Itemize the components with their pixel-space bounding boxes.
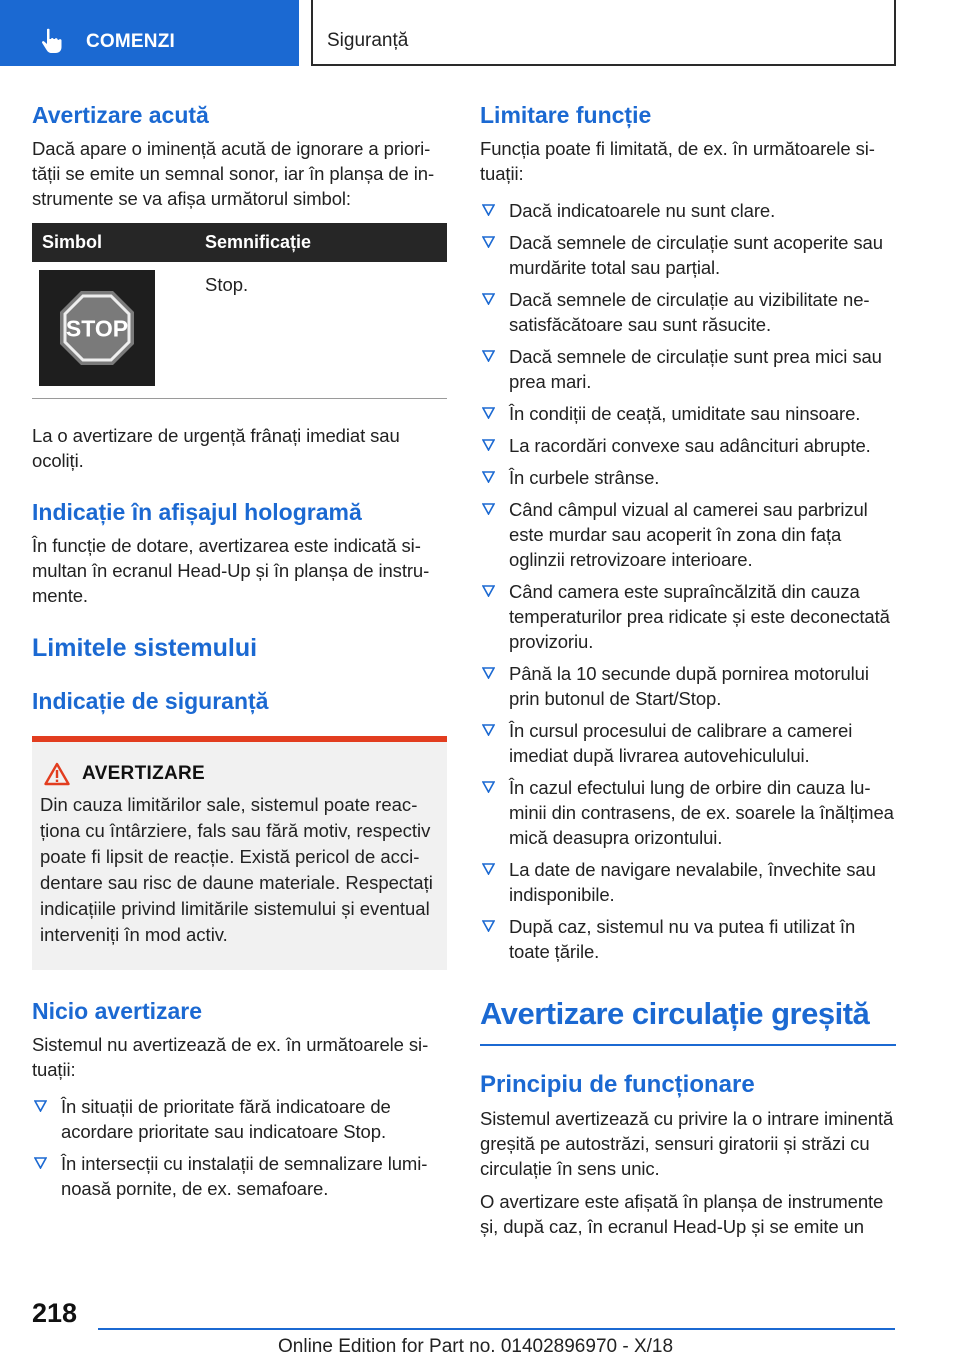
footer-divider xyxy=(98,1328,895,1330)
header-section-title: Siguranță xyxy=(327,30,409,51)
principle-text-1: Sistemul avertizează cu privire la o intrare iminentă greșită pe autostrăzi, sensuri giratorii și străzi cu circulație în sens unic. xyxy=(480,1108,894,1179)
list-item: În cazul efectului lung de orbire din cauza luminii din contrasens, de ex. soarele la înălțimea mică deasupra orizontului. xyxy=(480,775,896,850)
acute-warning-text: Dacă apare o iminență acută de ignorare a priorității se emite un semnal sonor, iar în planșa de instrumente se va afișa următorul simbol: xyxy=(32,138,435,209)
list-item: În intersecții cu instalații de semnalizare luminoasă pornite, de ex. semafoare. xyxy=(32,1151,447,1201)
triangle-bullet-icon xyxy=(482,920,495,932)
list-item: În curbele strânse. xyxy=(480,465,896,490)
page-number: 218 xyxy=(32,1298,78,1328)
wrong-way-chapter-title: Avertizare circulație greșită xyxy=(480,994,896,1046)
triangle-bullet-icon xyxy=(482,350,495,362)
header-section-box xyxy=(311,0,896,66)
list-item: La date de navigare nevalabile, învechite sau indisponibile. xyxy=(480,857,896,907)
stop-sign-icon xyxy=(59,290,135,366)
triangle-bullet-icon xyxy=(34,1157,47,1169)
list-item: În condiții de ceață, umiditate sau ninsoare. xyxy=(480,401,896,426)
triangle-bullet-icon xyxy=(482,585,495,597)
no-warning-title: Nicio avertizare xyxy=(32,998,203,1024)
symbol-column-header: Simbol xyxy=(32,223,193,262)
function-limit-list xyxy=(480,198,896,964)
triangle-bullet-icon xyxy=(482,471,495,483)
triangle-bullet-icon xyxy=(34,1100,47,1112)
list-item: Dacă semnele de circulație sunt acoperite sau murdărite total sau parțial. xyxy=(480,230,896,280)
warning-triangle-icon xyxy=(44,762,70,786)
triangle-bullet-icon xyxy=(482,293,495,305)
list-item: La racordări convexe sau adâncituri abrupte. xyxy=(480,433,896,458)
triangle-bullet-icon xyxy=(482,503,495,515)
acute-warning-title: Avertizare acută xyxy=(32,102,209,128)
stop-sign-text: STOP xyxy=(65,315,129,342)
stop-symbol-tile xyxy=(39,270,155,386)
list-item: Când camera este supraîncălzită din cauza temperaturilor prea ridicate și este deconectată provizoriu. xyxy=(480,579,896,654)
list-item: În situații de prioritate fără indicatoare de acordare prioritate sau indicatoare Stop. xyxy=(32,1094,447,1144)
triangle-bullet-icon xyxy=(482,407,495,419)
warning-box xyxy=(32,736,447,970)
triangle-bullet-icon xyxy=(482,781,495,793)
list-item: Dacă semnele de circulație au vizibilitate nesatisfăcătoare sau sunt răsucite. xyxy=(480,287,896,337)
triangle-bullet-icon xyxy=(482,204,495,216)
safety-note-title: Indicație de siguranță xyxy=(32,688,269,714)
list-item: Dacă indicatoarele nu sunt clare. xyxy=(480,198,896,223)
header-tab-comenzi[interactable] xyxy=(0,0,299,66)
urgent-brake-text: La o avertizare de urgență frânați imediat sau ocoliți. xyxy=(32,425,400,471)
left-column xyxy=(32,100,447,1221)
table-row xyxy=(32,262,447,399)
symbol-table xyxy=(32,223,447,399)
triangle-bullet-icon xyxy=(482,724,495,736)
list-item: Când câmpul vizual al camerei sau parbrizul este murdar sau acoperit în zona din fața oglinzii retrovizoare interioare. xyxy=(480,497,896,572)
principle-title: Principiu de funcționare xyxy=(480,1071,755,1098)
principle-text-2: O avertizare este afișată în planșa de instrumente și, după caz, în ecranul Head-Up și se emite un xyxy=(480,1191,884,1237)
header-tab-label: COMENZI xyxy=(86,31,176,52)
warning-text: Din cauza limitărilor sale, sistemul poate reacționa cu întârziere, fals sau fără motiv, respectiv poate fi lipsit de reacție. Există pericol de accidentare sau risc de daune materiale. Respectați indicațiile privind limitările sistemului și eventual interveniți în mod activ. xyxy=(40,794,433,945)
no-warning-text: Sistemul nu avertizează de ex. în următoarele situații: xyxy=(32,1034,429,1080)
function-limit-text: Funcția poate fi limitată, de ex. în următoarele situații: xyxy=(480,138,875,184)
function-limit-title: Limitare funcție xyxy=(480,102,652,128)
list-item: După caz, sistemul nu va putea fi utilizat în toate țările. xyxy=(480,914,896,964)
hologram-text: În funcție de dotare, avertizarea este indicată simultan în ecranul Head-Up și în planșa de instrumente. xyxy=(32,535,430,606)
triangle-bullet-icon xyxy=(482,236,495,248)
system-limits-title: Limitele sistemului xyxy=(32,634,258,662)
pointing-hand-icon xyxy=(40,28,64,54)
meaning-column-header: Semnificație xyxy=(193,223,447,262)
footer-edition: Online Edition for Part no. 01402896970 - X/18 xyxy=(278,1336,674,1357)
right-column xyxy=(480,100,896,1261)
triangle-bullet-icon xyxy=(482,439,495,451)
hologram-title: Indicație în afișajul hologramă xyxy=(32,499,362,525)
warning-label: AVERTIZARE xyxy=(82,763,205,784)
stop-meaning: Stop. xyxy=(193,262,447,399)
no-warning-list xyxy=(32,1094,447,1201)
list-item: Dacă semnele de circulație sunt prea mici sau prea mari. xyxy=(480,344,896,394)
list-item: În cursul procesului de calibrare a camerei imediat după livrarea autovehiculului. xyxy=(480,718,896,768)
list-item: Până la 10 secunde după pornirea motorului prin butonul de Start/Stop. xyxy=(480,661,896,711)
triangle-bullet-icon xyxy=(482,667,495,679)
triangle-bullet-icon xyxy=(482,863,495,875)
